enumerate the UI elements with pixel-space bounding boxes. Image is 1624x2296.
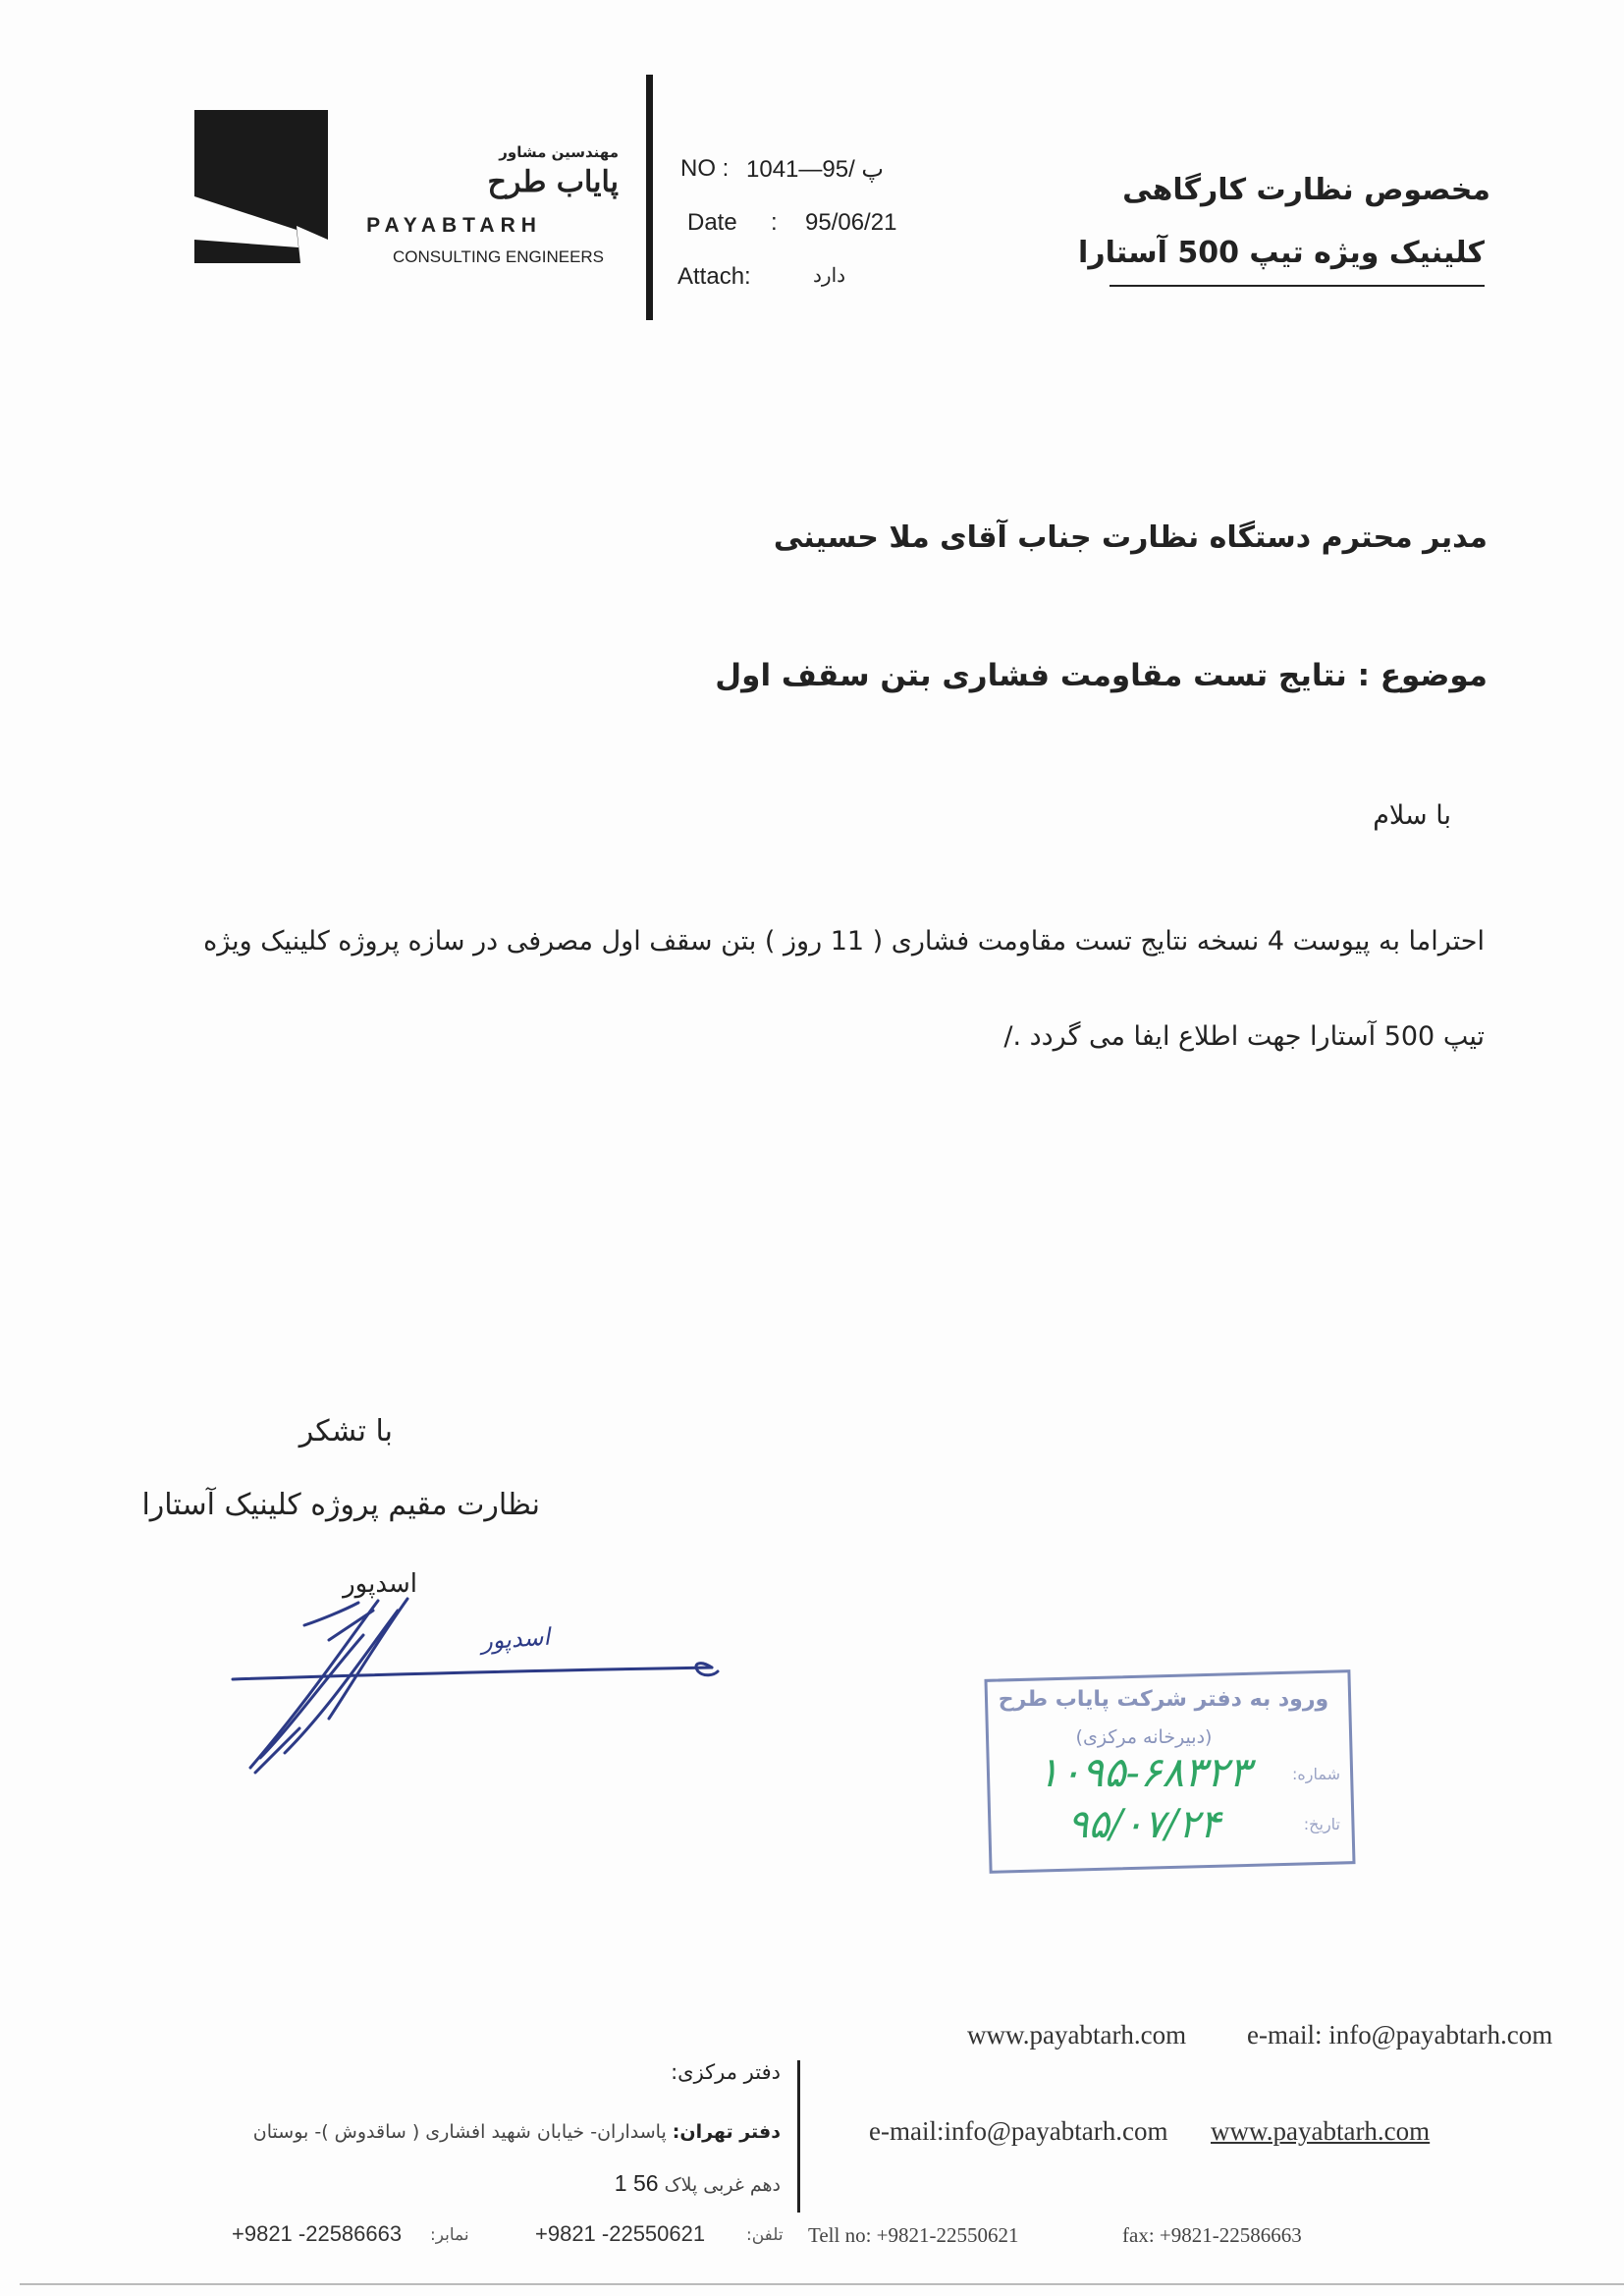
office-address-line-1 (118, 2121, 781, 2143)
closing-thanks: با تشکر (298, 1414, 393, 1449)
stamp-title: ورود به دفتر شرکت پایاب طرح (998, 1687, 1329, 1712)
company-logo (194, 110, 328, 263)
handwritten-signature (231, 1581, 722, 1777)
logo-persian-name: پایاب طرح (487, 165, 619, 199)
footer-website-secondary[interactable]: www.payabtarh.com (1211, 2116, 1431, 2146)
tel-label-fa: تلفن: (746, 2225, 784, 2245)
stamp-date-label: تاریخ: (1303, 1815, 1340, 1833)
stamp-subtitle: (دبیرخانه مرکزی) (1075, 1726, 1213, 1748)
stamp-number-label: شماره: (1291, 1765, 1340, 1783)
tel-number-en: Tell no: +9821-22550621 (808, 2223, 1019, 2247)
letter-date-label: Date (687, 209, 737, 236)
letter-body-line-1: احتراما به پیوست 4 نسخه نتایج تست مقاومت فشاری ( 11 روز ) بتن سقف اول مصرفی در سازه پروژه کلینیک ویژه (203, 926, 1485, 957)
letter-recipient: مدیر محترم دستگاه نظارت جناب آقای ملا حسینی (773, 520, 1488, 555)
office-address-text-2: دهم غربی پلاک (664, 2174, 781, 2196)
header-underline (1110, 285, 1485, 287)
header-project: کلینیک ویژه تیپ 500 آستارا (1078, 236, 1485, 270)
letter-subject: موضوع : نتایج تست مقاومت فشاری بتن سقف اول (715, 658, 1488, 693)
stamp-date-value: ۹۵/۰۷/۲۴ (1067, 1802, 1220, 1847)
office-city-label: دفتر تهران: (672, 2121, 781, 2143)
fax-label-fa: نمابر: (430, 2225, 469, 2245)
logo-persian-subtitle: مهندسین مشاور (499, 143, 619, 161)
letter-number-label: NO : (680, 155, 730, 182)
header-department: مخصوص نظارت کارگاهی (1122, 173, 1490, 207)
footer-divider (797, 2060, 800, 2213)
signer-name: اسدپور (343, 1569, 417, 1599)
office-plaque-number: 56 1 (614, 2170, 659, 2196)
footer-email[interactable]: e-mail: info@payabtarh.com (1247, 2020, 1553, 2050)
letter-body-line-2: تیپ 500 آستارا جهت اطلاع ایفا می گردد ./ (1003, 1021, 1485, 1052)
attachment-label: Attach: (677, 263, 751, 290)
office-address-line-2 (530, 2170, 781, 2197)
logo-emblem-icon (194, 110, 328, 263)
office-address-text: پاسداران- خیابان شهید افشاری ( ساقدوش )- بوستان (252, 2121, 667, 2143)
letter-date-separator: : (771, 209, 778, 236)
stamp-number-value: ۱۰۹۵-۶۸۳۲۳ (1037, 1748, 1251, 1796)
logo-english-name: PAYABTARH (366, 214, 542, 237)
fax-number-en: fax: +9821-22586663 (1122, 2223, 1302, 2247)
letter-date-value: 95/06/21 (805, 209, 897, 236)
attachment-value: دارد (813, 265, 846, 287)
footer-email-secondary[interactable]: e-mail:info@payabtarh.com (869, 2116, 1168, 2146)
signature-text: اسدپور (480, 1622, 551, 1656)
central-office-label: دفتر مرکزی: (671, 2060, 781, 2084)
footer-website[interactable]: www.payabtarh.com (967, 2020, 1187, 2050)
page-bottom-rule (20, 2283, 1624, 2285)
tel-number-fa: +9821 -22550621 (535, 2221, 706, 2246)
header-divider (646, 75, 653, 320)
closing-organization: نظارت مقیم پروژه کلینیک آستارا (141, 1488, 540, 1522)
logo-english-subtitle: CONSULTING ENGINEERS (392, 247, 605, 266)
letter-number-value: پ /95—1041 (746, 156, 885, 183)
letter-greeting: با سلام (1373, 800, 1451, 831)
fax-number-fa: +9821 -22586663 (232, 2221, 403, 2246)
